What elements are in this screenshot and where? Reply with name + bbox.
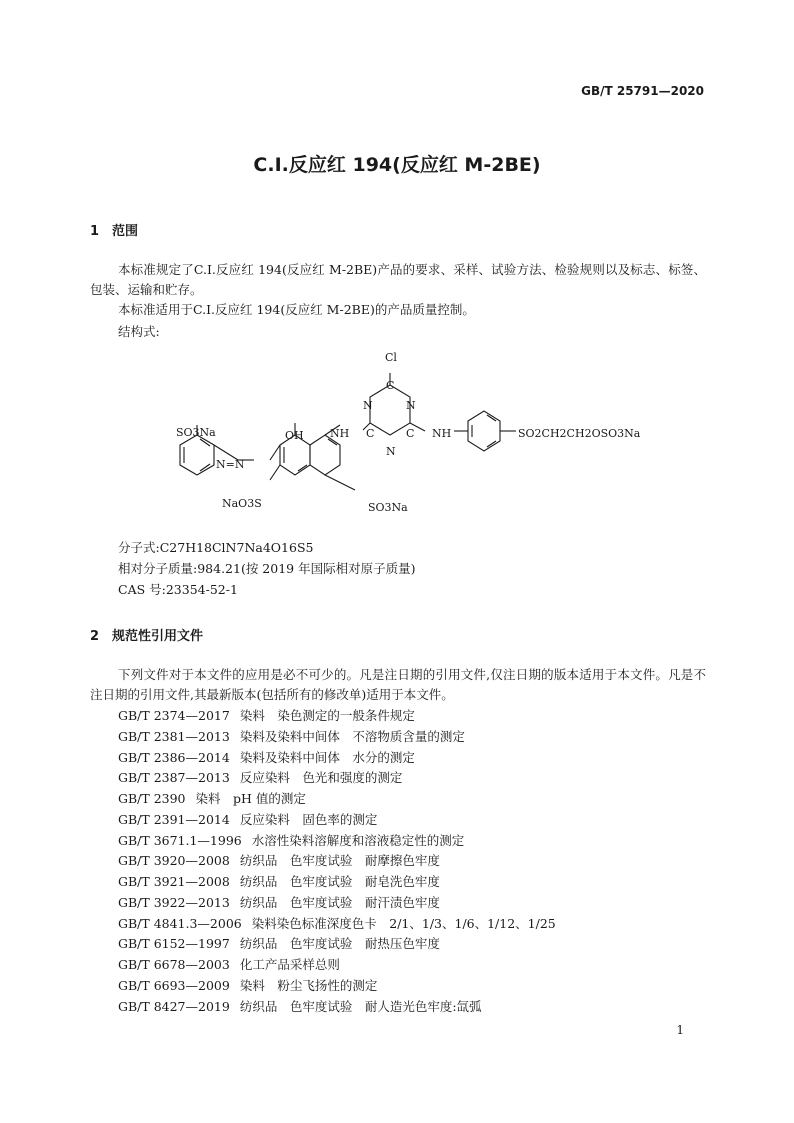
chlorine-label: Cl	[385, 351, 397, 364]
references-intro	[90, 665, 706, 705]
reference-code: GB/T 6678—2003	[118, 957, 230, 972]
azo-label: N=N	[216, 458, 245, 471]
reference-item	[118, 934, 556, 955]
reference-item	[118, 997, 556, 1018]
reference-code: GB/T 2391—2014	[118, 811, 230, 827]
reference-item	[118, 831, 556, 852]
reference-item	[118, 955, 556, 976]
reference-code: GB/T 2387—2013	[118, 770, 230, 786]
reference-code: GB/T 6693—2009	[118, 977, 230, 993]
reference-title: 染料染色标准深度色卡 2/1、1/3、1/6、1/12、1/25	[251, 915, 556, 931]
reference-item	[118, 914, 556, 935]
reference-item	[118, 893, 556, 914]
section-1-heading	[90, 220, 138, 239]
reference-title: 染料 染色测定的一般条件规定	[239, 708, 415, 723]
reference-code: GB/T 2390	[118, 791, 186, 806]
reference-item	[118, 768, 556, 789]
reference-title: 染料 粉尘飞扬性的测定	[239, 977, 378, 993]
molecular-formula	[118, 538, 313, 558]
reference-code: GB/T 3671.1—1996	[118, 832, 242, 848]
reference-code: GB/T 6152—1997	[118, 936, 230, 952]
cas-number: CAS 号:23354-52-1	[118, 582, 238, 597]
triazine-c-right-label: C	[406, 427, 415, 440]
reference-code: GB/T 3922—2013	[118, 894, 230, 910]
hydroxyl-label: OH	[285, 429, 304, 442]
reference-item	[118, 872, 556, 893]
scope-text-2: 本标准适用于C.I.反应红 194(反应红 M-2BE)的产品质量控制。	[118, 302, 475, 317]
scope-paragraph	[90, 260, 706, 320]
document-title: C.I.反应红 194(反应红 M-2BE)	[253, 154, 541, 176]
reference-title: 反应染料 固色率的测定	[239, 811, 378, 827]
triazine-c-label: C	[386, 379, 395, 392]
reference-title: 纺织品 色牢度试验 耐人造光色牢度:氙弧	[239, 998, 482, 1014]
section-number: 1	[90, 224, 100, 239]
reference-item	[118, 789, 556, 810]
triazine-c-left-label: C	[366, 427, 375, 440]
reference-code: GB/T 2374—2017	[118, 708, 230, 723]
reference-title: 水溶性染料溶解度和溶液稳定性的测定	[251, 832, 465, 848]
reference-title: 纺织品 色牢度试验 耐皂洗色牢度	[239, 874, 440, 889]
reference-title: 反应染料 色光和强度的测定	[239, 770, 403, 786]
reference-item	[118, 727, 556, 748]
section-number: 2	[90, 629, 100, 644]
standard-number: GB/T 25791—2020	[581, 84, 704, 98]
reference-title: 染料 pH 值的测定	[195, 791, 306, 806]
section-title: 范围	[112, 224, 139, 239]
triazine-n-bottom-label: N	[386, 445, 396, 458]
sulfonate-3-label: SO3Na	[368, 501, 408, 514]
reference-title: 纺织品 色牢度试验 耐摩擦色牢度	[239, 853, 440, 869]
benzene-ring-right	[468, 411, 500, 451]
reference-title: 染料及染料中间体 水分的测定	[239, 749, 415, 765]
scope-text-1: 本标准规定了C.I.反应红 194(反应红 M-2BE)产品的要求、采样、试验方法、检验规则以及标志、标签、包装、运输和贮存。	[90, 262, 706, 297]
reference-code: GB/T 2386—2014	[118, 749, 230, 765]
reference-title: 化工产品采样总则	[239, 957, 340, 972]
reference-code: GB/T 2381—2013	[118, 728, 230, 744]
references-intro-text: 下列文件对于本文件的应用是必不可少的。凡是注日期的引用文件,仅注日期的版本适用于本文件。凡是不注日期的引用文件,其最新版本(包括所有的修改单)适用于本文件。	[90, 667, 706, 702]
sulfonate-1-label: SO3Na	[176, 426, 216, 439]
reference-item	[118, 976, 556, 997]
amine-right-label: NH	[432, 427, 452, 440]
side-chain-label: SO2CH2CH2OSO3Na	[518, 427, 641, 440]
formula-label: 分子式:	[118, 540, 160, 555]
sulfonate-2-label: NaO3S	[222, 497, 262, 510]
reference-code: GB/T 4841.3—2006	[118, 915, 242, 931]
benzene-ring-left	[180, 435, 214, 475]
reference-item	[118, 851, 556, 872]
reference-code: GB/T 8427—2019	[118, 998, 230, 1014]
reference-code: GB/T 3920—2008	[118, 853, 230, 869]
reference-item	[118, 748, 556, 769]
reference-title: 染料及染料中间体 不溶物质含量的测定	[239, 728, 465, 744]
triazine-ring	[370, 385, 410, 435]
section-title: 规范性引用文件	[112, 629, 204, 644]
structural-formula	[150, 345, 650, 525]
triazine-n-right-label: N	[406, 399, 416, 412]
reference-code: GB/T 3921—2008	[118, 874, 230, 889]
reference-item	[118, 810, 556, 831]
structure-label: 结构式:	[118, 324, 160, 339]
amine-left-label: NH	[330, 427, 350, 440]
reference-item	[118, 706, 556, 727]
reference-title: 纺织品 色牢度试验 耐汗渍色牢度	[239, 894, 440, 910]
triazine-n-left-label: N	[363, 399, 373, 412]
formula-value: C27H18ClN7Na4O16S5	[159, 540, 314, 555]
reference-list	[118, 706, 556, 1017]
page-number: 1	[676, 1023, 684, 1037]
naphthalene-ring-right	[310, 435, 340, 475]
section-2-heading	[90, 625, 203, 644]
molecular-mass: 相对分子质量:984.21(按 2019 年国际相对原子质量)	[118, 561, 416, 576]
reference-title: 纺织品 色牢度试验 耐热压色牢度	[239, 936, 440, 952]
